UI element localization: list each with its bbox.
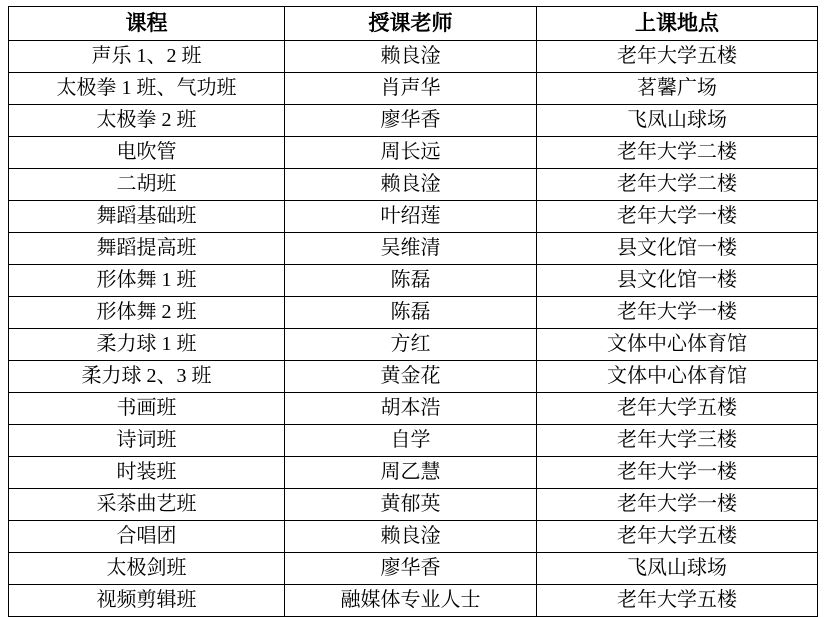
cell-course	[9, 457, 285, 489]
cell-teacher-text: 黄郁英	[380, 493, 441, 515]
cell-place	[537, 105, 818, 137]
cell-course-text: 合唱团	[116, 525, 177, 547]
cell-place	[537, 41, 818, 73]
cell-teacher-text: 廖华香	[380, 557, 441, 579]
cell-course-text: 太极拳 1 班、气功班	[56, 77, 237, 99]
cell-place-text: 老年大学一楼	[617, 205, 737, 227]
table-row	[9, 201, 818, 233]
cell-course	[9, 105, 285, 137]
column-header-teacher-label: 授课老师	[368, 11, 453, 35]
cell-place-text: 老年大学一楼	[617, 301, 737, 323]
cell-place-text: 老年大学二楼	[617, 141, 737, 163]
table-row	[9, 297, 818, 329]
cell-place	[537, 201, 818, 233]
cell-teacher-text: 廖华香	[380, 109, 441, 131]
cell-teacher-text: 陈磊	[390, 269, 431, 291]
cell-course	[9, 329, 285, 361]
cell-teacher	[285, 105, 537, 137]
cell-teacher-text: 肖声华	[380, 77, 441, 99]
cell-teacher-text: 方红	[390, 333, 431, 355]
cell-course-text: 舞蹈基础班	[96, 205, 197, 227]
table-row	[9, 553, 818, 585]
cell-teacher-text: 赖良淦	[380, 525, 441, 547]
cell-place-text: 老年大学五楼	[617, 589, 737, 611]
cell-teacher	[285, 393, 537, 425]
table-header-row	[9, 7, 818, 41]
cell-teacher	[285, 73, 537, 105]
cell-teacher	[285, 361, 537, 393]
cell-course	[9, 393, 285, 425]
column-header-course-label: 课程	[125, 11, 168, 35]
table-row	[9, 137, 818, 169]
cell-teacher-text: 叶绍莲	[380, 205, 441, 227]
cell-course	[9, 361, 285, 393]
cell-place	[537, 297, 818, 329]
cell-place	[537, 73, 818, 105]
cell-teacher	[285, 169, 537, 201]
cell-place-text: 县文化馆一楼	[617, 269, 737, 291]
cell-course	[9, 41, 285, 73]
cell-course-text: 采茶曲艺班	[96, 493, 197, 515]
cell-place-text: 文体中心体育馆	[607, 365, 747, 387]
table-row	[9, 457, 818, 489]
cell-course-text: 书画班	[116, 397, 177, 419]
cell-teacher-text: 融媒体专业人士	[340, 589, 481, 611]
cell-teacher	[285, 201, 537, 233]
column-header-teacher	[285, 7, 537, 41]
cell-teacher	[285, 489, 537, 521]
cell-course-text: 柔力球 1 班	[96, 333, 197, 355]
cell-teacher	[285, 41, 537, 73]
cell-teacher-text: 吴维清	[380, 237, 441, 259]
cell-teacher-text: 周乙慧	[380, 461, 441, 483]
cell-course-text: 时装班	[116, 461, 177, 483]
cell-place	[537, 425, 818, 457]
table-row	[9, 41, 818, 73]
cell-course	[9, 73, 285, 105]
cell-teacher	[285, 297, 537, 329]
cell-teacher-text: 陈磊	[390, 301, 431, 323]
cell-course-text: 电吹管	[116, 141, 177, 163]
course-schedule-table	[8, 6, 818, 617]
cell-course-text: 柔力球 2、3 班	[81, 365, 212, 387]
cell-course	[9, 265, 285, 297]
column-header-place	[537, 7, 818, 41]
cell-teacher	[285, 329, 537, 361]
table-row	[9, 489, 818, 521]
cell-course	[9, 521, 285, 553]
table-row	[9, 233, 818, 265]
cell-place-text: 茗馨广场	[637, 77, 717, 99]
cell-course	[9, 585, 285, 617]
cell-course-text: 太极拳 2 班	[96, 109, 197, 131]
cell-place	[537, 585, 818, 617]
cell-course-text: 形体舞 1 班	[96, 269, 197, 291]
cell-teacher	[285, 233, 537, 265]
cell-place	[537, 361, 818, 393]
cell-course	[9, 489, 285, 521]
cell-teacher	[285, 521, 537, 553]
table-row	[9, 169, 818, 201]
cell-teacher	[285, 553, 537, 585]
cell-place	[537, 553, 818, 585]
cell-place-text: 老年大学一楼	[617, 461, 737, 483]
cell-teacher-text: 胡本浩	[380, 397, 441, 419]
cell-teacher-text: 自学	[390, 429, 431, 451]
column-header-course	[9, 7, 285, 41]
table-row	[9, 585, 818, 617]
cell-place	[537, 521, 818, 553]
table-row	[9, 265, 818, 297]
table-row	[9, 425, 818, 457]
cell-place-text: 老年大学三楼	[617, 429, 737, 451]
cell-teacher	[285, 585, 537, 617]
cell-teacher	[285, 425, 537, 457]
cell-place-text: 老年大学二楼	[617, 173, 737, 195]
cell-place	[537, 265, 818, 297]
cell-course-text: 视频剪辑班	[96, 589, 197, 611]
cell-course	[9, 169, 285, 201]
table-header	[9, 7, 818, 41]
cell-course	[9, 553, 285, 585]
cell-course-text: 太极剑班	[106, 557, 187, 579]
cell-course	[9, 233, 285, 265]
cell-place-text: 文体中心体育馆	[607, 333, 747, 355]
cell-place	[537, 489, 818, 521]
cell-place-text: 老年大学五楼	[617, 525, 737, 547]
cell-place-text: 老年大学五楼	[617, 45, 737, 67]
cell-teacher-text: 赖良淦	[380, 173, 441, 195]
table-row	[9, 329, 818, 361]
cell-teacher-text: 黄金花	[380, 365, 441, 387]
cell-place	[537, 137, 818, 169]
table-row	[9, 73, 818, 105]
cell-place-text: 老年大学五楼	[617, 397, 737, 419]
cell-teacher	[285, 457, 537, 489]
cell-place-text: 老年大学一楼	[617, 493, 737, 515]
cell-teacher-text: 周长远	[380, 141, 441, 163]
cell-course-text: 声乐 1、2 班	[91, 45, 202, 67]
cell-place-text: 飞凤山球场	[627, 557, 727, 579]
cell-course	[9, 425, 285, 457]
cell-teacher-text: 赖良淦	[380, 45, 441, 67]
table-row	[9, 105, 818, 137]
cell-place-text: 县文化馆一楼	[617, 237, 737, 259]
cell-course-text: 诗词班	[116, 429, 177, 451]
cell-place	[537, 393, 818, 425]
table-row	[9, 393, 818, 425]
cell-course	[9, 201, 285, 233]
cell-teacher	[285, 265, 537, 297]
table-row	[9, 361, 818, 393]
cell-course-text: 二胡班	[116, 173, 177, 195]
cell-course-text: 舞蹈提高班	[96, 237, 197, 259]
cell-course	[9, 137, 285, 169]
cell-place	[537, 169, 818, 201]
cell-place	[537, 457, 818, 489]
cell-place	[537, 233, 818, 265]
cell-course-text: 形体舞 2 班	[96, 301, 197, 323]
cell-course	[9, 297, 285, 329]
cell-teacher	[285, 137, 537, 169]
cell-place-text: 飞凤山球场	[627, 109, 727, 131]
table-body	[9, 41, 818, 617]
cell-place	[537, 329, 818, 361]
table-row	[9, 521, 818, 553]
column-header-place-label: 上课地点	[635, 11, 719, 35]
